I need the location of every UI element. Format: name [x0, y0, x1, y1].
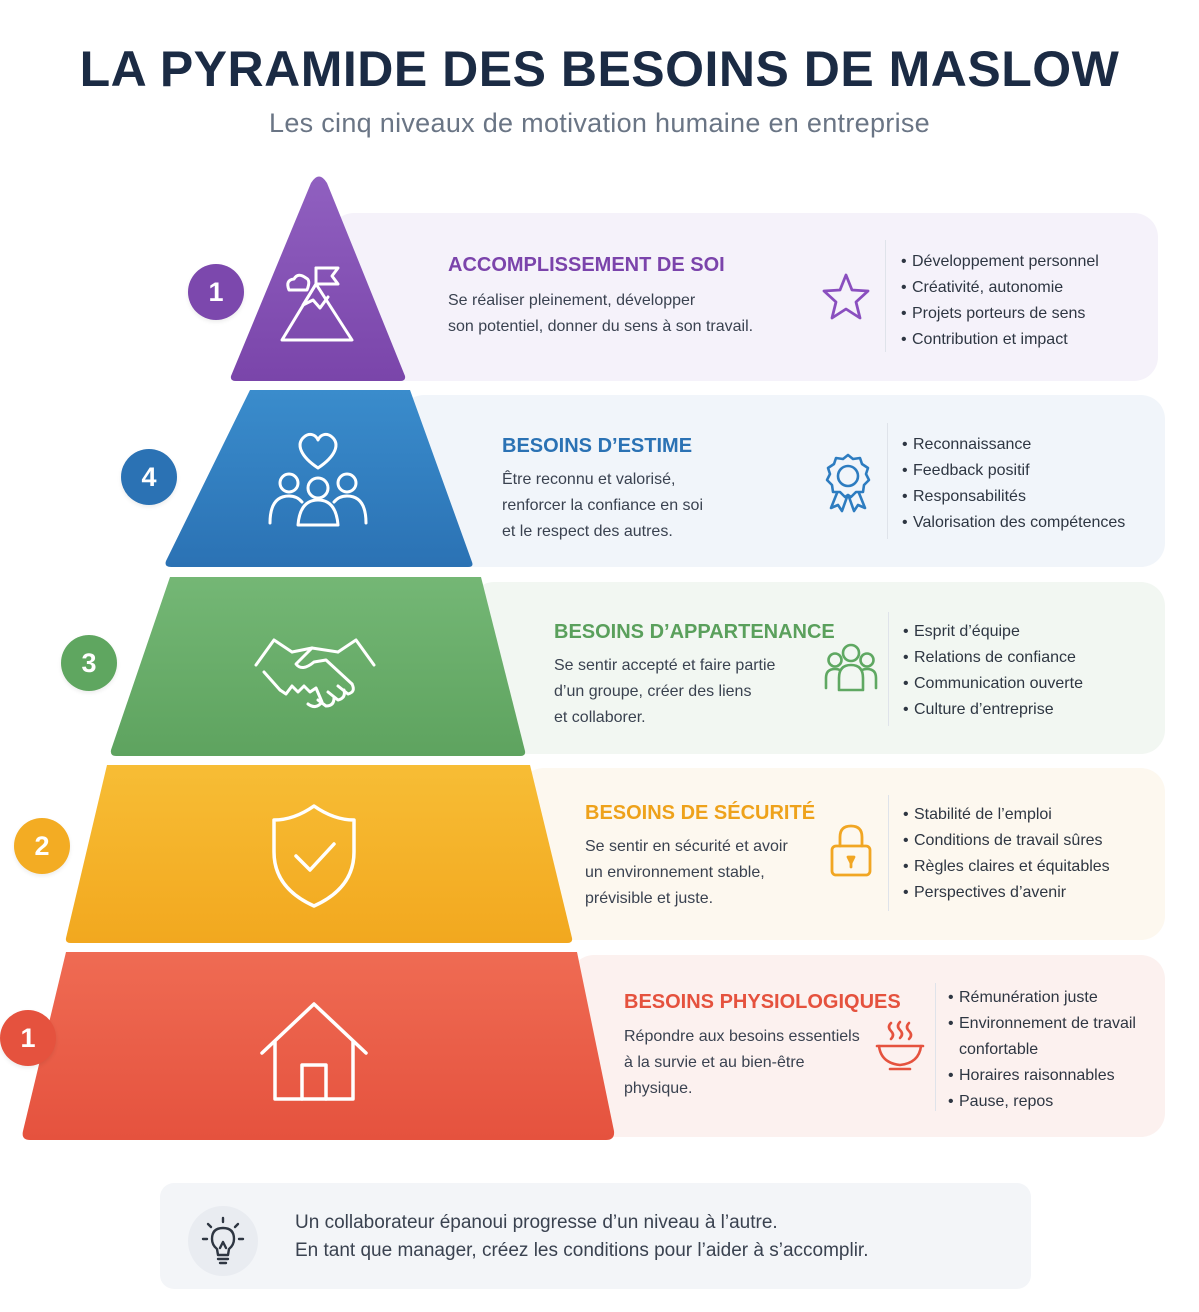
list-item: • Conditions de travail sûres [903, 828, 1110, 854]
footer-text: Un collaborateur épanoui progresse d’un niveau à l’autre. En tant que manager, créez les conditions pour l’aider à s’accomplir. [295, 1212, 869, 1261]
page-title: LA PYRAMIDE DES BESOINS DE MASLOW [79, 41, 1120, 97]
list-item: • Responsabilités [902, 484, 1125, 510]
level-5-title: ACCOMPLISSEMENT DE SOI [448, 254, 725, 276]
team-icon [822, 640, 880, 694]
list-item: • Stabilité de l’emploi [903, 802, 1110, 828]
list-item: • Esprit d’équipe [903, 619, 1083, 645]
list-item: • Feedback positif [902, 458, 1125, 484]
lightbulb-icon [188, 1206, 258, 1276]
level-5-number-badge: 1 [188, 264, 244, 320]
level-4-number-badge: 4 [121, 449, 177, 505]
pyramid-level-5 [231, 177, 405, 382]
list-item: • Pause, repos [948, 1089, 1136, 1115]
level-2-number-badge: 2 [14, 818, 70, 874]
level-5-bullets [901, 249, 1099, 353]
footer-icon-circle [188, 1206, 258, 1276]
level-2-bullets [903, 802, 1110, 906]
page-subtitle: Les cinq niveaux de motivation humaine en entreprise [269, 108, 930, 138]
level-5-divider [885, 240, 886, 352]
level-4-bullets [902, 432, 1125, 536]
list-item: • Communication ouverte [903, 671, 1083, 697]
list-item: • Perspectives d’avenir [903, 880, 1110, 906]
level-1-title: BESOINS PHYSIOLOGIQUES [624, 991, 901, 1013]
level-4-divider [887, 423, 888, 539]
award-ribbon-icon [820, 451, 876, 513]
level-2-divider [888, 795, 889, 911]
list-item: • Règles claires et équitables [903, 854, 1110, 880]
pyramid-level-3 [111, 577, 525, 756]
list-item: • Créativité, autonomie [901, 275, 1099, 301]
pyramid-level-2 [66, 765, 572, 943]
level-3-description: Se sentir accepté et faire partie d’un groupe, créer des liens et collaborer. [554, 657, 776, 726]
level-1-description: Répondre aux besoins essentiels à la survie et au bien-être physique. [624, 1028, 860, 1097]
level-3-divider [888, 612, 889, 726]
list-item: • Valorisation des compétences [902, 510, 1125, 536]
list-item: • Contribution et impact [901, 327, 1099, 353]
list-item: • Environnement de travail confortable [948, 1011, 1136, 1063]
level-1-number-badge: 1 [0, 1010, 56, 1066]
level-2-title: BESOINS DE SÉCURITÉ [585, 802, 816, 824]
level-4-title: BESOINS D’ESTIME [502, 435, 693, 457]
footer-tip-box [160, 1183, 1031, 1289]
level-3-title: BESOINS D’APPARTENANCE [554, 621, 835, 643]
level-3-number-badge: 3 [61, 635, 117, 691]
list-item: • Développement personnel [901, 249, 1099, 275]
level-5-description: Se réaliser pleinement, développer son potentiel, donner du sens à son travail. [448, 292, 754, 335]
level-1-divider [935, 983, 936, 1111]
level-1-bullets [948, 985, 1136, 1115]
hot-bowl-icon [873, 1019, 927, 1073]
list-item: • Relations de confiance [903, 645, 1083, 671]
padlock-icon [828, 822, 874, 878]
level-3-bullets [903, 619, 1083, 723]
level-4-description: Être reconnu et valorisé, renforcer la confiance en soi et le respect des autres. [502, 471, 703, 540]
list-item: • Projets porteurs de sens [901, 301, 1099, 327]
star-icon [820, 271, 872, 323]
list-item: • Horaires raisonnables [948, 1063, 1136, 1089]
list-item: • Reconnaissance [902, 432, 1125, 458]
level-2-description: Se sentir en sécurité et avoir un environnement stable, prévisible et juste. [585, 838, 788, 907]
list-item: • Culture d’entreprise [903, 697, 1083, 723]
list-item: • Rémunération juste [948, 985, 1136, 1011]
pyramid-level-1 [23, 952, 614, 1140]
